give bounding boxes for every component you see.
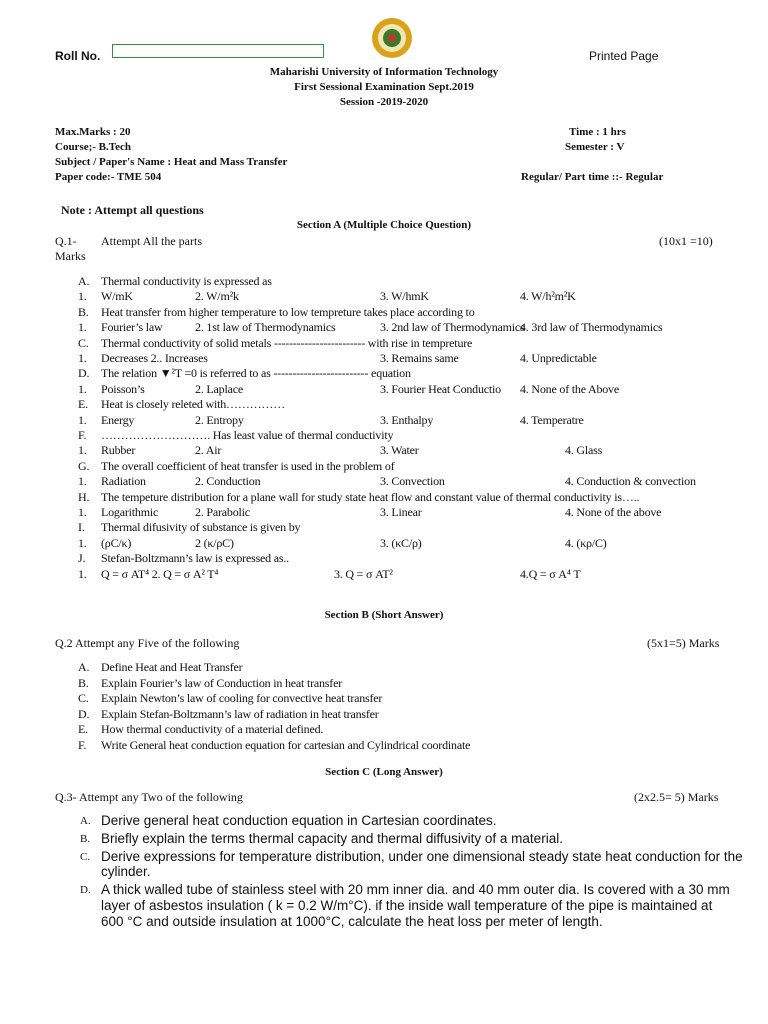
mcq-option: 4. 3rd law of Thermodynamics — [520, 320, 663, 335]
mcq-option: 4. (κρ/C) — [565, 535, 607, 550]
paper-code: Paper code:- TME 504 — [55, 171, 162, 183]
mcq-option: 3. W/hmK — [380, 289, 429, 304]
mcq-option-number: 1. — [78, 351, 87, 365]
mcq-option: 2. Parabolic — [195, 505, 250, 519]
mcq-option: 4. Conduction & convection — [565, 474, 696, 489]
long-answer-line: cylinder. — [101, 864, 151, 880]
mcq-option: Rubber — [101, 443, 136, 458]
mcq-question: Stefan-Boltzmann’s law is expressed as.. — [101, 551, 289, 566]
q1-marks-word: Marks — [55, 249, 86, 263]
mcq-option: 4. None of the above — [565, 505, 662, 519]
mcq-option: 4. W/h²m²K — [520, 289, 576, 304]
mcq-option: Fourier’s law — [101, 320, 163, 335]
mcq-question: Thermal difusivity of substance is given by — [101, 520, 301, 535]
session-title: Session -2019-2020 — [339, 96, 429, 108]
mcq-question: ………………………. Has least value of thermal conductivity — [101, 428, 394, 442]
mcq-option-number: 1. — [78, 566, 87, 581]
mcq-option: 3. Water — [380, 443, 419, 458]
mcq-option: 3. Convection — [380, 474, 445, 489]
mcq-option: 2. 1st law of Thermodynamics — [195, 320, 336, 335]
mcq-question: The overall coefficient of heat transfer is used in the problem of — [101, 458, 395, 473]
mcq-option-number: 1. — [78, 505, 87, 519]
mcq-option: 3. Linear — [380, 505, 422, 519]
section-c-title: Section C (Long Answer) — [325, 766, 443, 778]
subject: Subject / Paper's Name : Heat and Mass Transfer — [55, 156, 288, 168]
long-answer-line: Briefly explain the terms thermal capacity and thermal diffusivity of a material. — [101, 830, 563, 846]
roll-no-label: Roll No. — [55, 49, 101, 63]
mcq-option: 2 (κ/ρC) — [195, 535, 234, 550]
mcq-option-number: 1. — [78, 320, 87, 335]
mcq-option-number: 1. — [78, 289, 87, 304]
mcq-letter: D. — [78, 366, 90, 381]
printed-page-label: Printed Page — [589, 49, 659, 63]
q1-number: Q.1- — [55, 234, 77, 248]
mcq-option: 4. None of the Above — [520, 381, 619, 396]
long-answer-line: 600 °C and outside insulation at 1000°C, calculate the heat loss per meter of length. — [101, 913, 603, 929]
note: Note : Attempt all questions — [61, 203, 204, 217]
course: Course;- B.Tech — [55, 141, 131, 153]
mcq-letter: A. — [78, 274, 90, 288]
mcq-option: 2. Laplace — [195, 381, 243, 396]
short-answer-question: Explain Stefan-Boltzmann’s law of radiation in heat transfer — [101, 706, 379, 721]
short-answer-letter: B. — [78, 675, 89, 690]
mcq-question: Thermal conductivity is expressed as — [101, 274, 272, 288]
long-answer-letter: B. — [80, 832, 91, 845]
short-answer-question: How thermal conductivity of a material defined. — [101, 722, 324, 737]
long-answer-letter: A. — [80, 815, 91, 827]
roll-no-field[interactable] — [112, 44, 324, 58]
mcq-option: Decreases 2.. Increases — [101, 351, 208, 365]
q3-marks: (2x2.5= 5) Marks — [634, 790, 719, 804]
mcq-option: Q = σ AT⁴ 2. Q = σ A² T⁴ — [101, 566, 219, 581]
mcq-question: The tempeture distribution for a plane wall for study state heat flow and constant value of thermal conductivity is….. — [101, 489, 640, 504]
q1-marks: (10x1 =10) — [659, 234, 713, 248]
mcq-letter: H. — [78, 489, 90, 504]
short-answer-letter: C. — [78, 691, 89, 706]
mcq-option: Poisson’s — [101, 381, 145, 396]
q2-text: Q.2 Attempt any Five of the following — [55, 636, 240, 650]
mcq-letter: G. — [78, 458, 90, 473]
q2-marks: (5x1=5) Marks — [647, 636, 720, 650]
mcq-letter: J. — [78, 551, 86, 566]
mcq-letter: E. — [78, 397, 88, 412]
long-answer-letter: C. — [80, 850, 91, 863]
mcq-option-number: 1. — [78, 412, 87, 427]
mcq-option: 2. Entropy — [195, 412, 244, 427]
short-answer-letter: D. — [78, 706, 90, 721]
q3-text: Q.3- Attempt any Two of the following — [55, 790, 243, 804]
mcq-option: Logarithmic — [101, 505, 159, 519]
mcq-option: 3. Fourier Heat Conductio — [380, 381, 501, 396]
mcq-option: 3. Q = σ AT² — [334, 566, 393, 581]
mcq-question: Heat transfer from higher temperature to low tempreture takes place according to — [101, 304, 475, 319]
mcq-option: 2. Conduction — [195, 474, 261, 489]
mcq-option: W/mK — [101, 289, 133, 304]
semester: Semester : V — [565, 141, 625, 153]
mcq-option-number: 1. — [78, 474, 87, 489]
mcq-option: (ρC/κ) — [101, 535, 132, 550]
section-b-title: Section B (Short Answer) — [324, 609, 444, 621]
long-answer-line: A thick walled tube of stainless steel with 20 mm inner dia. and 40 mm outer dia. Is covered with a 30 mm — [101, 882, 730, 898]
mcq-option-number: 1. — [78, 381, 87, 396]
mcq-option: 3. 2nd law of Thermodynamics — [380, 320, 525, 335]
long-answer-line: Derive expressions for temperature distribution, under one dimensional steady state heat conduction for the — [101, 848, 743, 864]
time: Time : 1 hrs — [569, 126, 626, 138]
long-answer-line: layer of asbestos insulation ( k = 0.2 W/m°C). if the inside wall temperature of the pipe is maintained at — [101, 898, 713, 913]
q1-text: Attempt All the parts — [101, 234, 202, 248]
mcq-letter: I. — [78, 520, 85, 535]
university-name: Maharishi University of Information Technology — [269, 66, 499, 78]
section-a-title: Section A (Multiple Choice Question) — [296, 219, 472, 231]
short-answer-question: Explain Fourier’s law of Conduction in heat transfer — [101, 675, 342, 690]
mcq-option: Energy — [101, 412, 135, 427]
mcq-question: The relation ▼²T =0 is referred to as ------------------------- equation — [101, 366, 411, 381]
short-answer-letter: E. — [78, 722, 88, 737]
mcq-question: Thermal conductivity of solid metals ------------------------ with rise in tempreture — [101, 335, 473, 350]
short-answer-question: Explain Newton’s law of cooling for convective heat transfer — [101, 691, 383, 706]
mcq-option: 4.Q = σ A⁴ T — [520, 566, 581, 581]
long-answer-letter: D. — [80, 884, 91, 897]
mcq-option: 2. Air — [195, 443, 222, 458]
exam-title: First Sessional Examination Sept.2019 — [294, 81, 474, 93]
mcq-question: Heat is closely releted with…………… — [101, 397, 286, 412]
mcq-option: 3. (κC/ρ) — [380, 535, 422, 550]
mcq-letter: F. — [78, 428, 87, 442]
mcq-letter: B. — [78, 304, 89, 319]
mcq-option: Radiation — [101, 474, 146, 489]
short-answer-letter: A. — [78, 660, 90, 674]
mcq-option: 4. Temperatre — [520, 412, 584, 427]
regular: Regular/ Part time ::- Regular — [521, 171, 664, 183]
mcq-option: 3. Enthalpy — [380, 412, 434, 427]
max-marks: Max.Marks : 20 — [55, 126, 131, 138]
mcq-option: 2. W/m²k — [195, 289, 239, 304]
mcq-option: 4. Unpredictable — [520, 351, 597, 365]
mcq-option-number: 1. — [78, 535, 87, 550]
mcq-option: 3. Remains same — [380, 351, 459, 365]
mcq-option-number: 1. — [78, 443, 87, 458]
mcq-option: 4. Glass — [565, 443, 603, 458]
short-answer-letter: F. — [78, 738, 87, 752]
short-answer-question: Write General heat conduction equation for cartesian and Cylindrical coordinate — [101, 738, 471, 752]
short-answer-question: Define Heat and Heat Transfer — [101, 660, 243, 674]
university-logo — [371, 17, 413, 59]
long-answer-line: Derive general heat conduction equation in Cartesian coordinates. — [101, 813, 497, 828]
mcq-letter: C. — [78, 335, 89, 350]
